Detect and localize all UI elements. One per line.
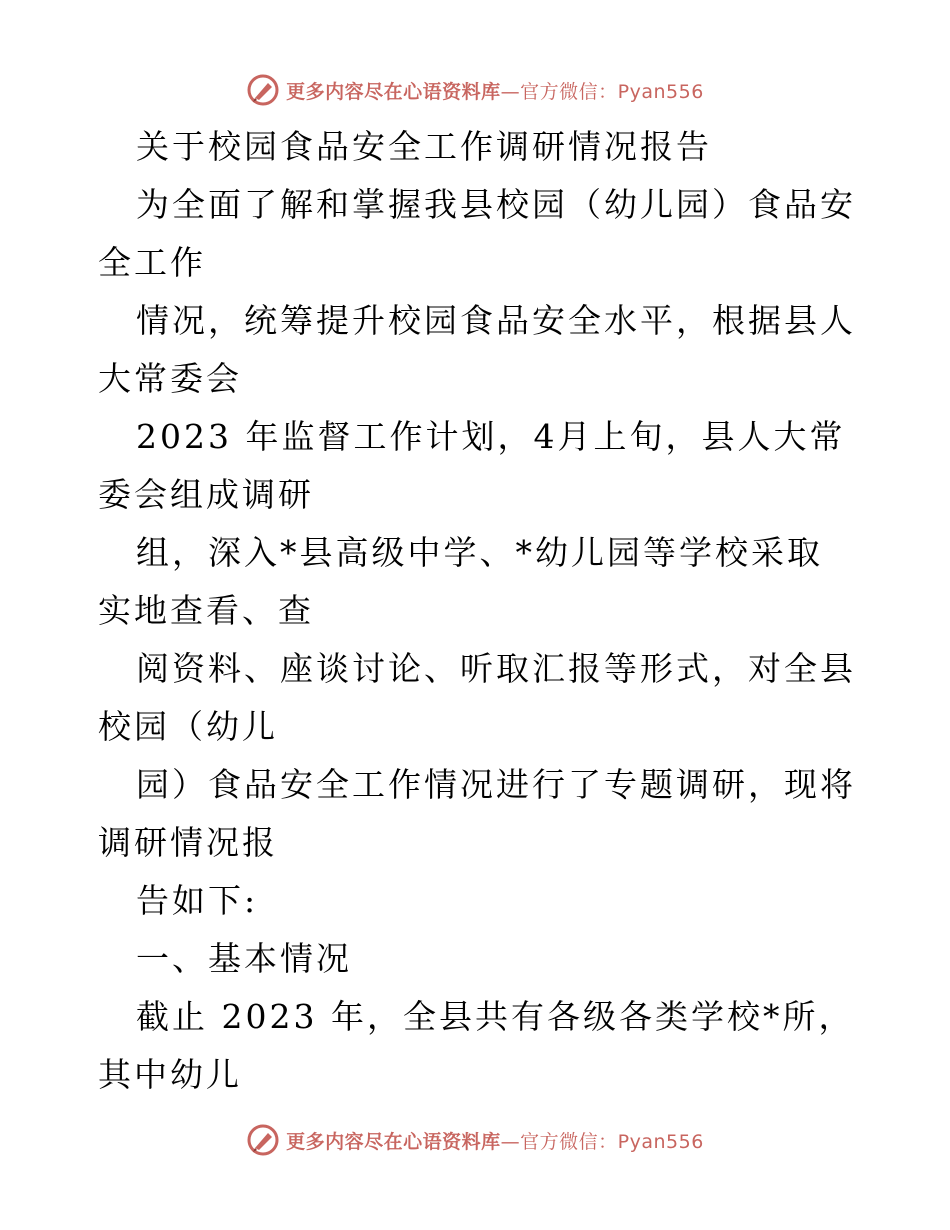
pen-logo-icon — [246, 1123, 280, 1157]
footer-watermark — [0, 1120, 950, 1160]
paragraph-line: 为全面了解和掌握我县校园（幼儿园）食品安全工作 — [98, 185, 856, 282]
watermark-text: 更多内容尽在心语资料库—官方微信：Pyan556 — [286, 80, 704, 103]
paragraph-line: 告如下: — [136, 881, 259, 920]
paragraph-line: 组，深入*县高级中学、*幼儿园等学校采取实地查看、查 — [98, 533, 823, 630]
section-heading: 一、基本情况 — [136, 939, 352, 978]
header-watermark — [0, 70, 950, 110]
paragraph-line: 阅资料、座谈讨论、听取汇报等形式，对全县校园（幼儿 — [98, 649, 856, 746]
document-title: 关于校园食品安全工作调研情况报告 — [136, 127, 712, 166]
paragraph-line: 截止 2023 年，全县共有各级各类学校*所，其中幼儿 — [98, 997, 855, 1094]
pen-logo-icon — [246, 73, 280, 107]
paragraph-line: 2023 年监督工作计划，4月上旬，县人大常委会组成调研 — [98, 417, 846, 514]
document-body — [98, 118, 858, 1104]
paragraph-line: 情况，统筹提升校园食品安全水平，根据县人大常委会 — [98, 301, 856, 398]
paragraph-line: 园）食品安全工作情况进行了专题调研，现将调研情况报 — [98, 765, 856, 862]
watermark-text: 更多内容尽在心语资料库—官方微信：Pyan556 — [286, 1130, 704, 1153]
